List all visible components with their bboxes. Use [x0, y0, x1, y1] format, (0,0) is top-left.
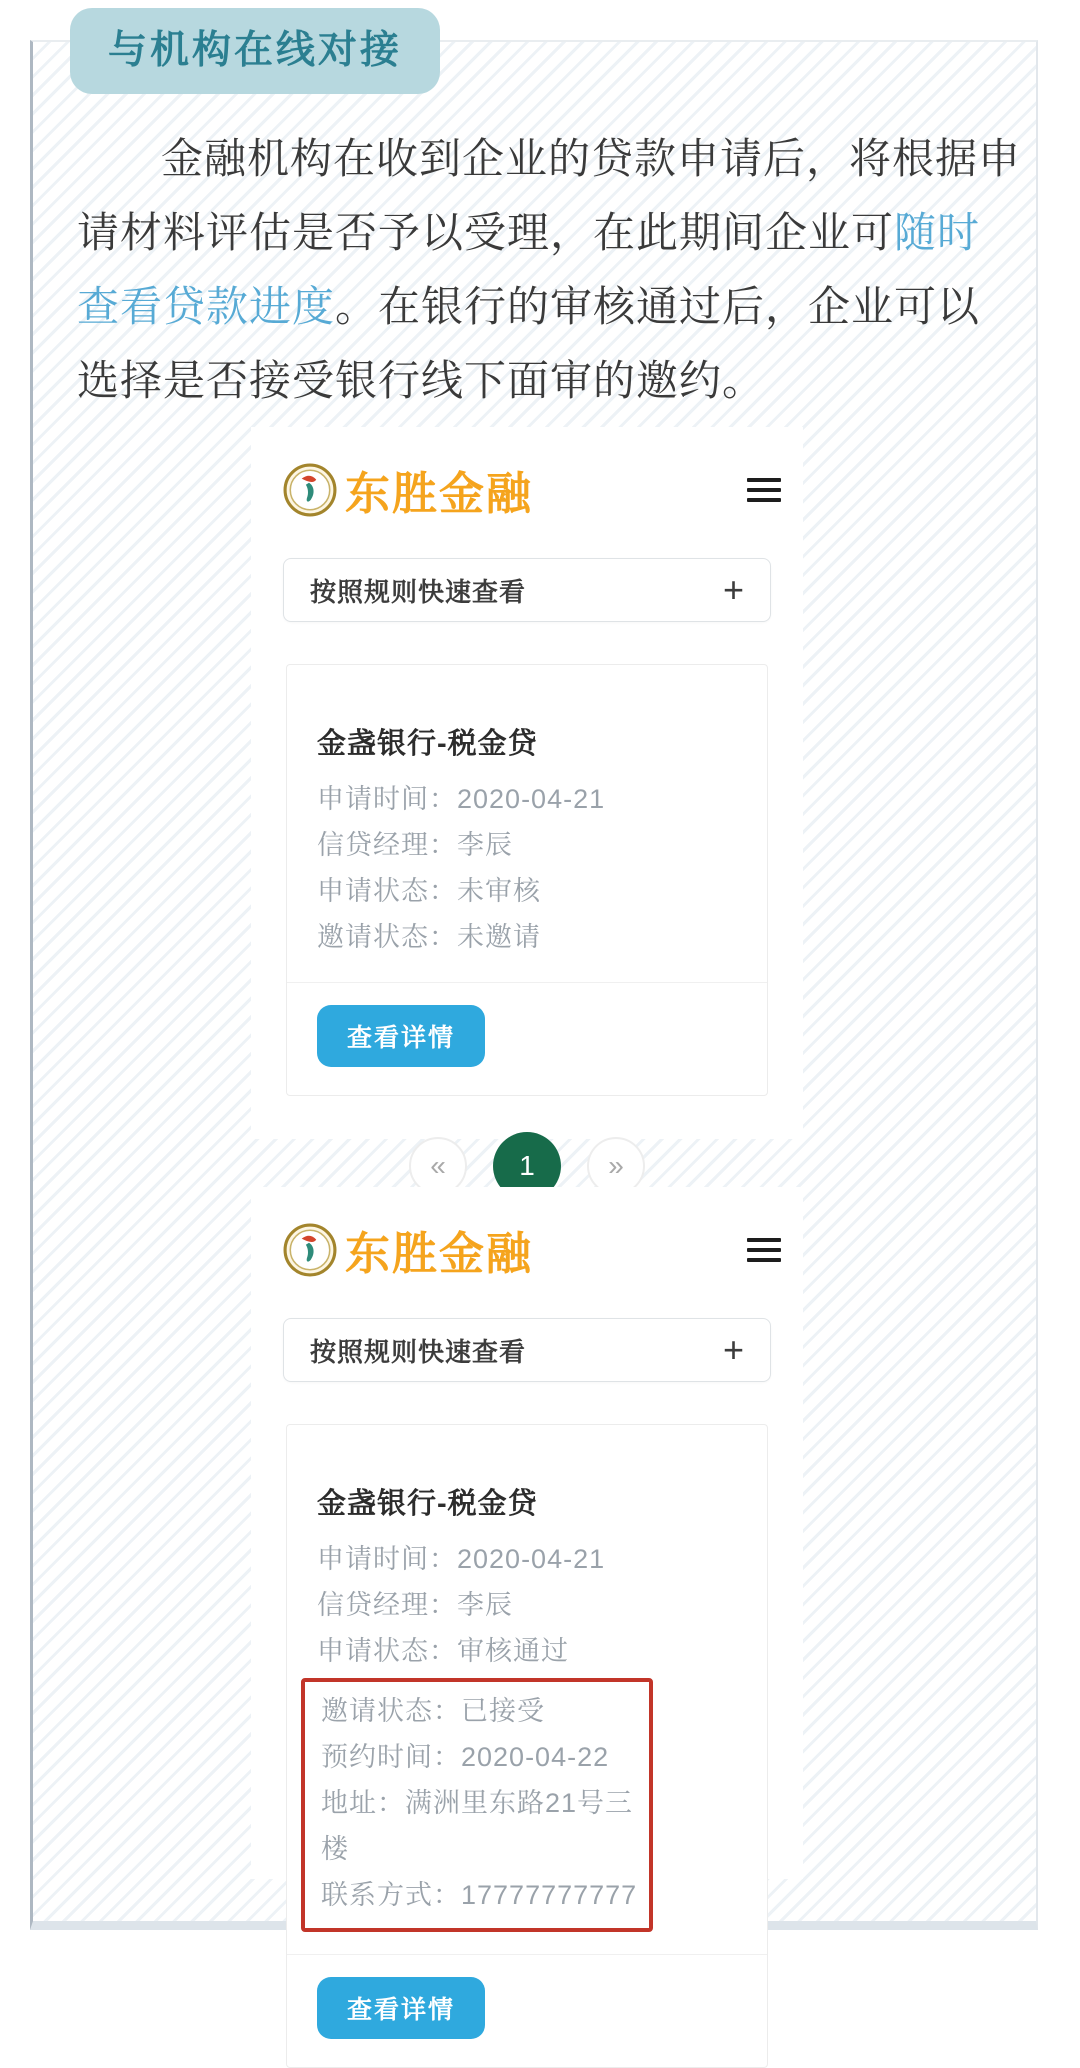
- field-label: 邀请状态：: [321, 1696, 461, 1726]
- field-label: 申请时间：: [317, 1544, 457, 1574]
- brand-logo-icon: [283, 463, 337, 517]
- accordion-quick-view[interactable]: [283, 558, 771, 622]
- field-value: 已接受: [461, 1696, 545, 1726]
- field-row: [321, 1734, 641, 1780]
- next-page-button[interactable]: »: [587, 1137, 645, 1195]
- field-value: 满洲里东路21号三楼: [321, 1788, 634, 1864]
- brand-logo: [283, 457, 533, 522]
- field-row: [317, 1628, 749, 1674]
- field-row: [321, 1688, 641, 1734]
- card-footer: [317, 1955, 749, 2067]
- view-details-button[interactable]: 查看详情: [317, 1977, 485, 2039]
- plus-icon: +: [722, 569, 744, 610]
- field-label: 邀请状态：: [317, 922, 457, 952]
- field-row: [317, 1582, 749, 1628]
- brand-name: 东胜金融: [345, 468, 534, 519]
- field-row: [317, 1536, 749, 1582]
- app-header: [251, 1187, 803, 1282]
- field-label: 申请状态：: [317, 1636, 457, 1666]
- card-title: 金盏银行-税金贷: [317, 728, 538, 760]
- accordion-label: 按照规则快速查看: [310, 1336, 527, 1367]
- field-label: 申请状态：: [317, 876, 457, 906]
- field-label: 地址：: [321, 1788, 405, 1818]
- field-value: 李辰: [457, 1590, 513, 1620]
- field-value: 李辰: [457, 830, 513, 860]
- field-value: 未审核: [457, 876, 541, 906]
- field-row: [317, 822, 749, 868]
- loan-card: [286, 1424, 768, 2068]
- card-title: 金盏银行-税金贷: [317, 1488, 538, 1520]
- field-label: 信贷经理：: [317, 1590, 457, 1620]
- card-footer: [317, 983, 749, 1095]
- field-label: 预约时间：: [321, 1742, 461, 1772]
- app-screenshot-1: [251, 427, 803, 1181]
- striped-background-panel: [30, 40, 1038, 2024]
- page-1-button[interactable]: 1: [493, 1132, 561, 1200]
- view-details-button[interactable]: 查看详情: [317, 1005, 485, 1067]
- field-value: 17777777777: [461, 1880, 638, 1910]
- app-header: [251, 427, 803, 522]
- field-label: 信贷经理：: [317, 830, 457, 860]
- field-row: [317, 914, 749, 960]
- brand-logo: [283, 1217, 533, 1282]
- brand-logo-icon: [283, 1223, 337, 1277]
- hamburger-menu-icon[interactable]: [747, 1234, 781, 1266]
- intro-paragraph: [77, 122, 1021, 418]
- highlight-text: 随时查看贷款进度: [77, 209, 981, 330]
- field-value: 审核通过: [457, 1636, 569, 1666]
- loan-card: [286, 664, 768, 1096]
- highlight-box: [301, 1678, 653, 1932]
- field-label: 联系方式：: [321, 1880, 461, 1910]
- intro-text-1: 金融机构在收到企业的贷款申请后，将根据申请材料评估是否予以受理，在此期间企业可: [77, 135, 1022, 256]
- field-row: [321, 1872, 641, 1918]
- intro-text-2: 。在银行的审核通过后，企业可以选择是否接受银行线下面审的邀约。: [77, 283, 981, 404]
- app-screenshot-2: [251, 1187, 803, 2024]
- plus-icon: +: [722, 1329, 744, 1370]
- field-value: 2020-04-21: [457, 784, 606, 814]
- accordion-label: 按照规则快速查看: [310, 576, 527, 607]
- field-label: 申请时间：: [317, 784, 457, 814]
- hamburger-menu-icon[interactable]: [747, 474, 781, 506]
- field-row: [317, 776, 749, 822]
- prev-page-button[interactable]: «: [409, 1137, 467, 1195]
- field-value: 未邀请: [457, 922, 541, 952]
- field-value: 2020-04-22: [461, 1742, 610, 1772]
- field-row: [321, 1780, 641, 1872]
- field-row: [317, 868, 749, 914]
- brand-name: 东胜金融: [345, 1228, 534, 1279]
- accordion-quick-view[interactable]: [283, 1318, 771, 1382]
- intro-badge: 与机构在线对接: [70, 8, 440, 94]
- field-value: 2020-04-21: [457, 1544, 606, 1574]
